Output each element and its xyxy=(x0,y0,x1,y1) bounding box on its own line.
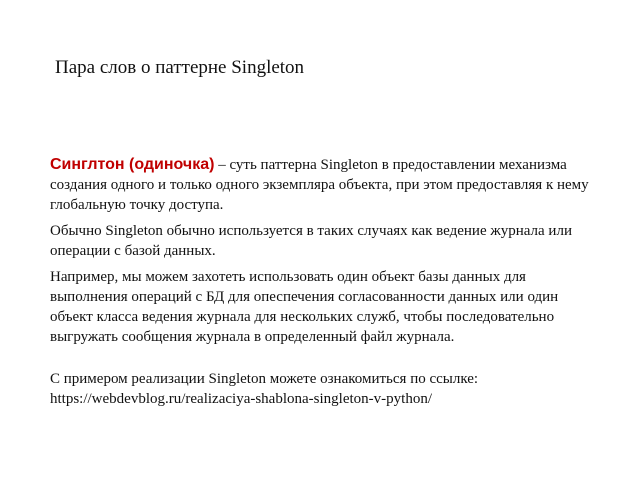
usage-paragraph: Обычно Singleton обычно используется в таких случаях как ведение журнала или операции с базой данных. xyxy=(50,223,572,259)
definition-paragraph xyxy=(50,155,590,215)
body-text xyxy=(50,155,590,415)
paragraph-spacer xyxy=(50,353,590,369)
slide-title: Пара слов о паттерне Singleton xyxy=(55,57,305,78)
reference-paragraph xyxy=(50,369,590,409)
definition-text: – суть паттерна Singleton в предоставлении механизма создания одного и только одного экземпляра объекта, при этом предоставляя к нему глобальную точку доступа. xyxy=(50,157,589,213)
example-paragraph: Например, мы можем захотеть использовать один объект базы данных для выполнения операций с БД для опеспечения согласованности данных или один объект класса ведения журнала для нескольких служб, чтобы последовательно выгружать сообщения журнала в определенный файл журнала. xyxy=(50,269,559,345)
reference-text: С примером реализации Singleton можете ознакомиться по ссылке: xyxy=(50,371,479,387)
definition-term: Синглтон (одиночка) xyxy=(50,156,215,173)
reference-link[interactable]: https://webdevblog.ru/realizaciya-shablona-singleton-v-python/ xyxy=(50,391,432,407)
